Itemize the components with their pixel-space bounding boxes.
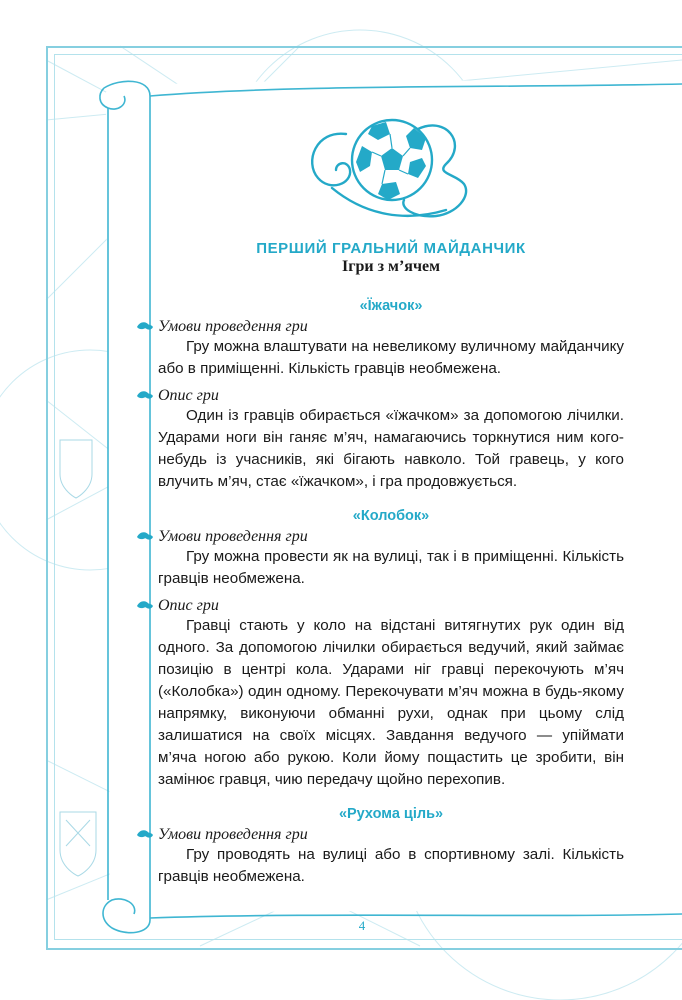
chapter-subheading: Ігри з м’ячем xyxy=(342,258,440,275)
game-title: «Колобок» xyxy=(352,508,430,524)
game-section xyxy=(158,528,624,590)
page-content xyxy=(158,240,624,888)
game-title: «Рухома ціль» xyxy=(338,806,444,822)
leaf-bullet-icon xyxy=(134,598,154,614)
leaf-bullet-icon xyxy=(134,388,154,404)
game-section xyxy=(158,826,624,888)
section-heading-text: Опис гри xyxy=(158,597,219,614)
section-heading-text: Умови проведення гри xyxy=(158,826,308,843)
game-block xyxy=(158,508,624,791)
section-heading xyxy=(130,528,596,546)
chapter-heading: ПЕРШИЙ ГРАЛЬНИЙ МАЙДАНЧИК xyxy=(256,240,526,257)
game-section xyxy=(158,318,624,380)
section-heading-text: Умови проведення гри xyxy=(158,318,308,335)
page-number: 4 xyxy=(358,918,366,933)
section-heading xyxy=(130,318,596,336)
game-block xyxy=(158,298,624,493)
leaf-bullet-icon xyxy=(134,319,154,335)
section-text: Гру можна провести як на вулиці, так і в приміщенні. Кількість гравців необмежена. xyxy=(158,548,624,587)
section-heading xyxy=(130,387,596,405)
section-text: Гру можна влаштувати на невеликому вуличному майданчику або в приміщенні. Кількість гравців необмежена. xyxy=(158,338,624,377)
section-heading-text: Опис гри xyxy=(158,387,219,404)
game-title: «Їжачок» xyxy=(359,298,423,314)
section-heading xyxy=(130,597,596,615)
soccer-ball-swirl-icon xyxy=(296,104,476,228)
section-heading-text: Умови проведення гри xyxy=(158,528,308,545)
game-section xyxy=(158,387,624,493)
game-block xyxy=(158,806,624,888)
section-text: Гру проводять на вулиці або в спортивному залі. Кількість гравців необмежена. xyxy=(158,846,624,885)
section-text: Один із гравців обирається «їжачком» за допомогою лічилки. Ударами ноги він ганяє м’яч, намагаючись торкнутися ним кого-небудь із учасників, які бігають навколо. Той гравець, у кого влучить м’яч, стає «їжачком», і гра продовжується. xyxy=(158,407,624,490)
section-text: Гравці стають у коло на відстані витягнутих рук один від одного. За допомогою лічилки обирається ведучий, який займає позицію в центрі кола. Ударами ніг гравці перекочують м’яч («Колобка») один одному. Перекочувати м’яч можна в будь-якому напрямку, виконуючи обманні рухи, однак при цьому слід залишатися на своїх місцях. Завдання ведучого — упіймати м’яча ногою або рукою. Коли йому пощастить це зробити, він замінює гравця, чию передачу щойно перехопив. xyxy=(158,617,624,788)
leaf-bullet-icon xyxy=(134,827,154,843)
leaf-bullet-icon xyxy=(134,529,154,545)
game-section xyxy=(158,597,624,791)
section-heading xyxy=(130,826,596,844)
